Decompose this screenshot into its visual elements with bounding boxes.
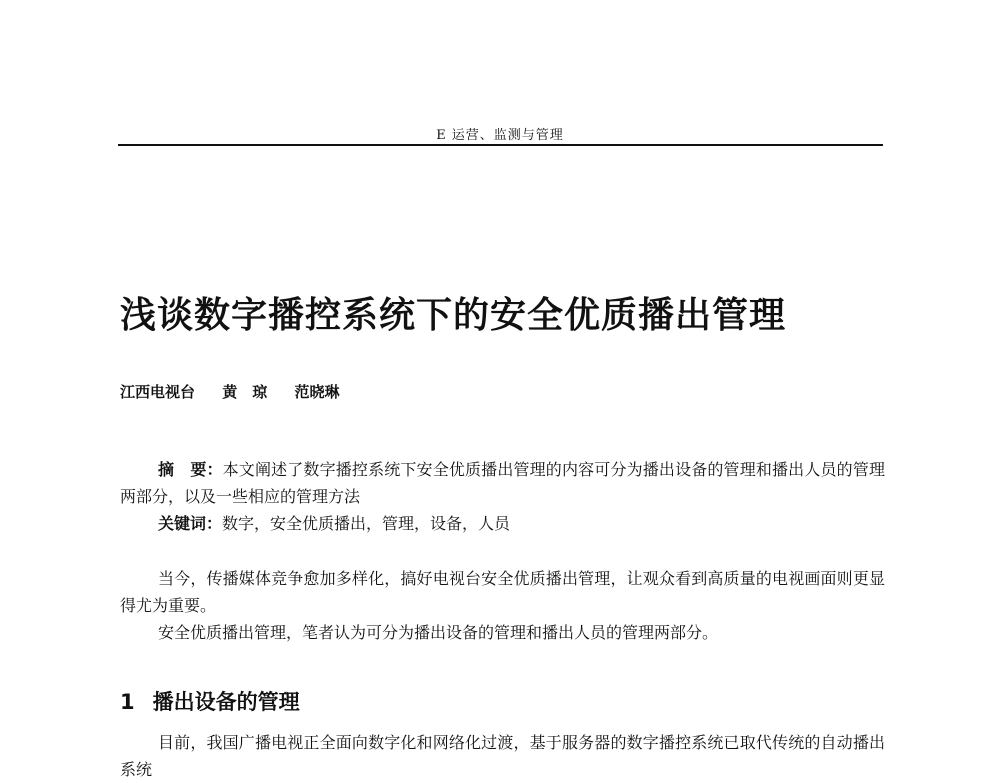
keywords-label: 关键词：: [158, 514, 223, 533]
keywords-text: 数字，安全优质播出，管理，设备，人员: [222, 514, 511, 533]
section-title: 播出设备的管理: [152, 690, 300, 714]
abstract: [120, 456, 885, 537]
section-paragraph: 目前，我国广播电视正全面向数字化和网络化过渡，基于服务器的数字播控系统已取代传统的自动播出系统: [120, 733, 885, 779]
author-name: 黄 琼: [222, 383, 268, 401]
keywords: [120, 510, 885, 537]
author-affiliation: 江西电视台: [120, 383, 196, 401]
intro-paragraph: 安全优质播出管理，笔者认为可分为播出设备的管理和播出人员的管理两部分。: [158, 623, 719, 642]
running-header: E 运营、监测与管理: [436, 128, 564, 143]
header-rule: [118, 144, 883, 146]
intro: [120, 565, 885, 646]
section-heading: [120, 686, 300, 716]
author-line: [120, 381, 362, 402]
section-paragraph-container: [120, 729, 885, 779]
paper-title: 浅谈数字播控系统下的安全优质播出管理: [120, 295, 787, 336]
abstract-label: 摘 要：: [158, 460, 223, 479]
author-name: 范晓琳: [294, 383, 340, 401]
abstract-text: 本文阐述了数字播控系统下安全优质播出管理的内容可分为播出设备的管理和播出人员的管理两部分，以及一些相应的管理方法: [120, 460, 885, 506]
intro-paragraph: 当今，传播媒体竞争愈加多样化，搞好电视台安全优质播出管理，让观众看到高质量的电视画面则更显得尤为重要。: [120, 569, 885, 615]
section-number: 1: [120, 690, 135, 714]
